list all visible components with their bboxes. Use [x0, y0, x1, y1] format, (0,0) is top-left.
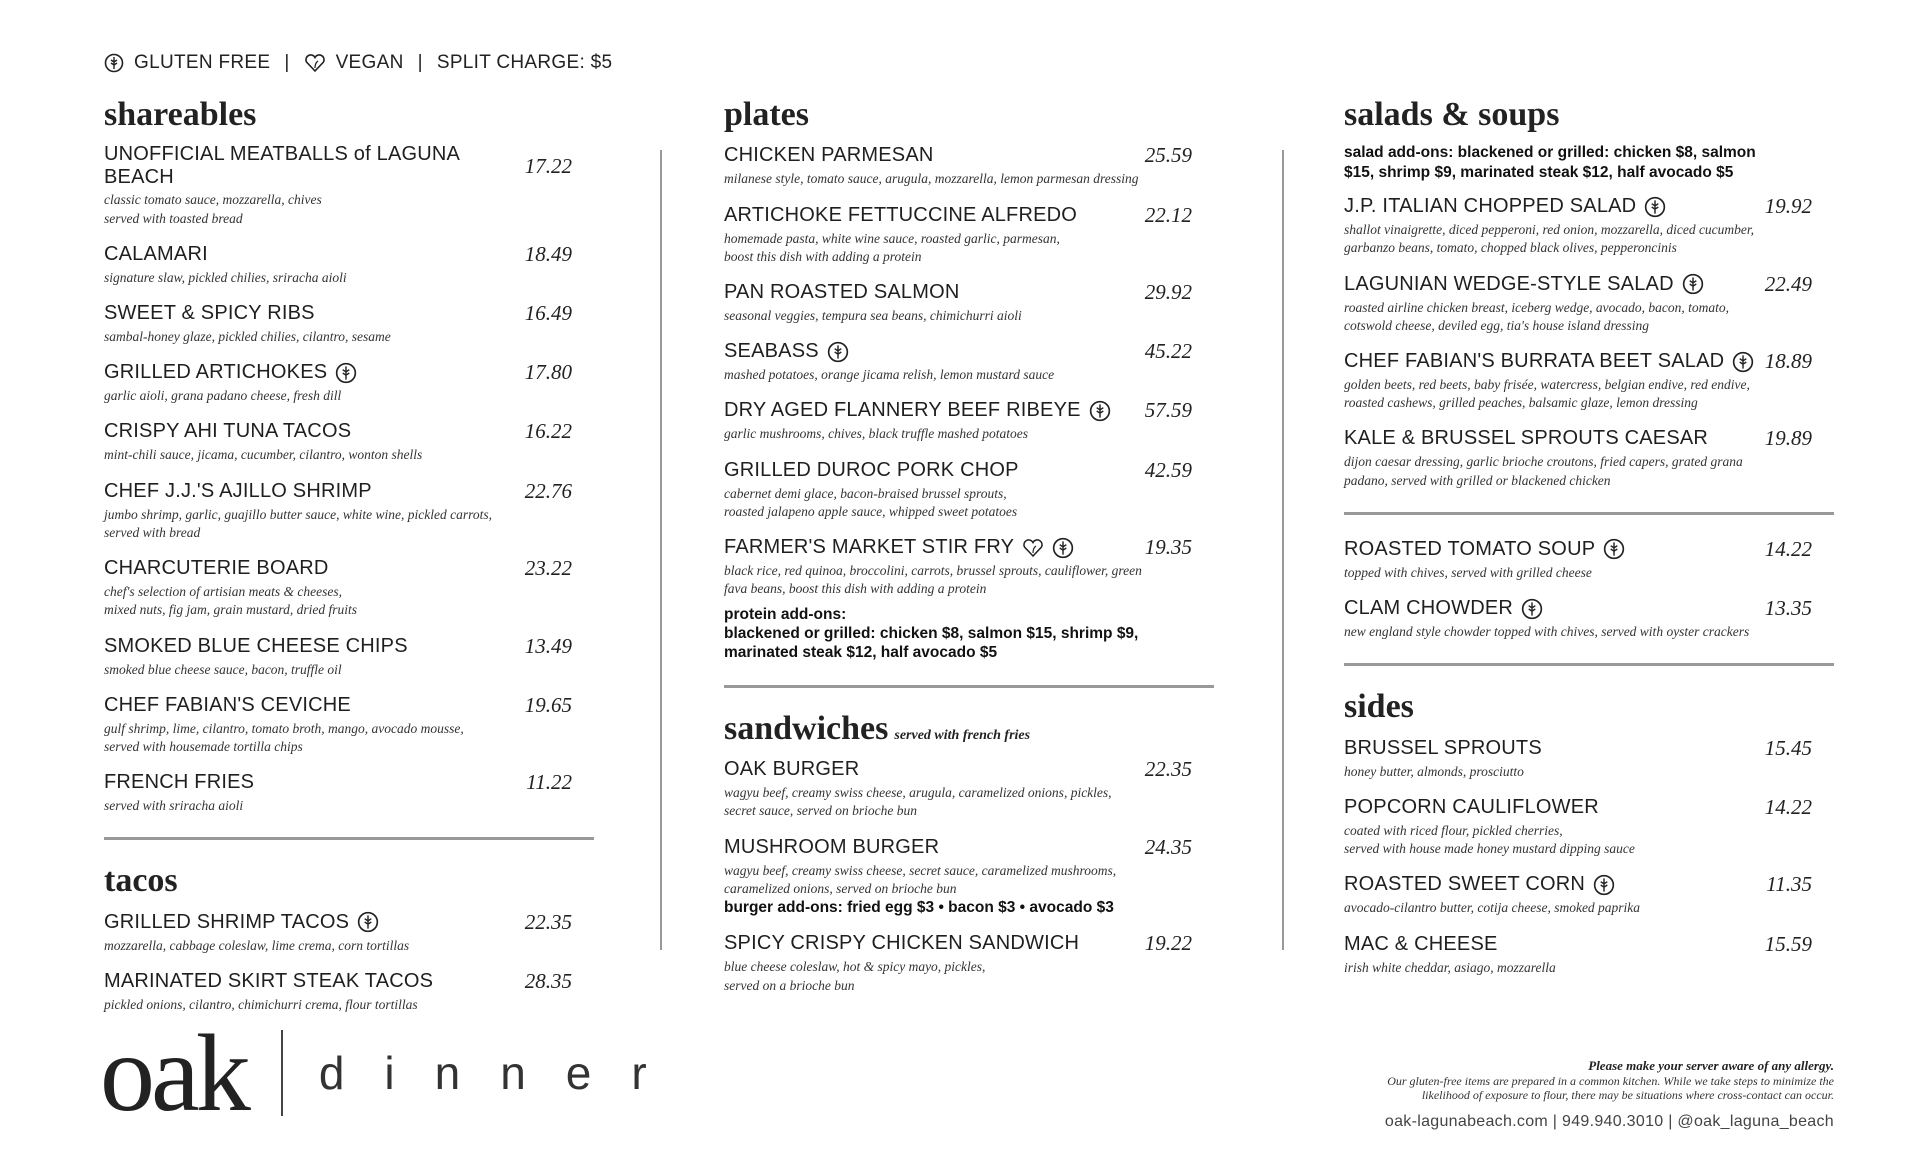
menu-item-name [104, 771, 254, 794]
section-divider [1344, 512, 1834, 515]
menu-item-price: 15.45 [1764, 735, 1812, 760]
menu-item-row [1344, 872, 1812, 897]
menu-item-price: 16.49 [524, 301, 572, 326]
gluten-free-icon [104, 53, 124, 73]
menu-item-price: 19.65 [524, 692, 572, 717]
section-title-shareables: shareables [104, 96, 257, 133]
menu-item-name [724, 459, 1019, 482]
sandwiches-subnote: served with french fries [894, 727, 1031, 743]
menu-item [724, 398, 1214, 443]
menu-item-price: 18.49 [524, 241, 572, 266]
protein-addons-text: blackened or grilled: chicken $8, salmon $15, shrimp $9, marinated steak $12, half avocado $5 [724, 624, 1139, 662]
gluten-free-icon [1603, 538, 1625, 560]
menu-item-description: mozzarella, cabbage coleslaw, lime crema, corn tortillas [104, 937, 410, 953]
gluten-free-icon [827, 341, 849, 363]
menu-item-name-text: OAK BURGER [724, 758, 860, 781]
gluten-free-label: GLUTEN FREE [134, 52, 271, 73]
menu-item-name [104, 694, 351, 717]
menu-item-name-text: CRISPY AHI TUNA TACOS [104, 420, 352, 443]
logo-oak: oak [100, 1012, 247, 1134]
menu-item [1344, 596, 1834, 641]
menu-item-name [724, 536, 1074, 559]
menu-item-description: pickled onions, cilantro, chimichurri crema, flour tortillas [104, 997, 418, 1013]
menu-item-name [104, 635, 408, 658]
menu-item-price: 14.22 [1764, 794, 1812, 819]
gluten-free-icon [357, 911, 379, 933]
menu-item [104, 419, 594, 464]
menu-item-description: gulf shrimp, lime, cilantro, tomato broth, mango, avocado mousse, served with housemade tortilla chips [104, 720, 464, 755]
menu-item-name-text: ARTICHOKE FETTUCCINE ALFREDO [724, 203, 1078, 226]
menu-item-name-text: UNOFFICIAL MEATBALLS of LAGUNA BEACH [104, 143, 459, 189]
menu-item [104, 242, 594, 287]
menu-item-name-text: MAC & CHEESE [1344, 932, 1498, 955]
menu-item-name-text: CHICKEN PARMESAN [724, 144, 934, 167]
menu-item-description: seasonal veggies, tempura sea beans, chimichurri aioli [724, 308, 1022, 324]
menu-item-description: coated with riced flour, pickled cherries, served with house made honey mustard dipping sauce [1344, 822, 1635, 857]
menu-item-description: milanese style, tomato sauce, arugula, mozzarella, lemon parmesan dressing [724, 171, 1139, 187]
column-middle [724, 96, 1214, 1009]
menu-item-row [104, 242, 572, 267]
menu-item [724, 203, 1214, 266]
menu-item-description: smoked blue cheese sauce, bacon, truffle oil [104, 661, 342, 677]
menu-item-price: 42.59 [1144, 457, 1192, 482]
plates-list [724, 143, 1214, 598]
menu-item-price: 13.49 [524, 633, 572, 658]
gluten-free-icon [335, 362, 357, 384]
menu-item-name [724, 340, 849, 363]
menu-item-name [1344, 737, 1542, 760]
menu-item-name [724, 204, 1077, 227]
menu-item-row [104, 634, 572, 659]
allergy-body: Our gluten-free items are prepared in a common kitchen. While we take steps to minimize the likelihood of exposure to flour, there may be situations where cross-contact can occur. [1387, 1074, 1834, 1103]
menu-item-row [1344, 349, 1812, 374]
menu-item-description: wagyu beef, creamy swiss cheese, secret sauce, caramelized mushrooms, caramelized onions, served on brioche bun [724, 862, 1117, 896]
menu-item-description: homemade pasta, white wine sauce, roasted garlic, parmesan, boost this dish with adding a protein [724, 230, 1060, 264]
menu-item [724, 835, 1214, 898]
menu-item-row [724, 398, 1192, 423]
menu-item-name [724, 144, 934, 167]
menu-item [104, 770, 594, 815]
menu-item [104, 301, 594, 346]
menu-item-name [1344, 597, 1543, 620]
menu-item-price: 57.59 [1144, 398, 1192, 423]
salad-addons: salad add-ons: blackened or grilled: chicken $8, salmon $15, shrimp $9, marinated steak $12, half avocado $5 [1344, 144, 1756, 181]
menu-item-price: 25.59 [1144, 143, 1192, 168]
menu-item-row [724, 143, 1192, 168]
menu-item-price: 19.92 [1764, 194, 1812, 219]
menu-item-name-text: FARMER'S MARKET STIR FRY [724, 536, 1015, 559]
menu-item-row [104, 556, 572, 581]
protein-addons-title: protein add-ons: [724, 605, 847, 623]
column-right [1344, 96, 1834, 991]
menu-item-description: garlic mushrooms, chives, black truffle mashed potatoes [724, 426, 1028, 442]
menu-item-price: 22.12 [1144, 202, 1192, 227]
menu-item [104, 360, 594, 405]
menu-item-name [724, 399, 1111, 422]
menu-item-name [104, 970, 433, 993]
section-divider [1344, 663, 1834, 666]
legend-separator: | [417, 52, 423, 73]
menu-item-price: 24.35 [1144, 834, 1192, 859]
menu-item [1344, 872, 1834, 917]
menu-item-row [104, 969, 572, 994]
menu-item [1344, 795, 1834, 858]
allergy-title: Please make your server aware of any allergy. [1588, 1058, 1834, 1073]
menu-item [1344, 194, 1834, 257]
menu-item [724, 757, 1214, 820]
menu-item-name-text: LAGUNIAN WEDGE-STYLE SALAD [1344, 272, 1674, 295]
menu-item-description: black rice, red quinoa, broccolini, carrots, brussel sprouts, cauliflower, green fava beans, boost this dish with adding a protein [724, 563, 1142, 597]
section-title-tacos: tacos [104, 862, 178, 900]
menu-item-description: wagyu beef, creamy swiss cheese, arugula, caramelized onions, pickles, secret sauce, served on brioche bun [724, 785, 1112, 819]
menu-item-row [1344, 537, 1812, 562]
menu-item-name-text: ROASTED SWEET CORN [1344, 873, 1586, 896]
menu-item [104, 969, 594, 1014]
menu-item-description: sambal-honey glaze, pickled chilies, cilantro, sesame [104, 329, 391, 345]
menu-item-row [1344, 596, 1812, 621]
menu-item-description: served with sriracha aioli [104, 798, 244, 814]
menu-item-name-text: SEABASS [724, 340, 819, 363]
menu-item [1344, 736, 1834, 781]
menu-item-row [1344, 736, 1812, 761]
menu-item-name [724, 758, 859, 781]
menu-item [104, 556, 594, 619]
menu-item-name-text: DRY AGED FLANNERY BEEF RIBEYE [724, 399, 1081, 422]
gluten-free-icon [1593, 874, 1615, 896]
menu-item-row [724, 458, 1192, 483]
menu-item-row [104, 419, 572, 444]
menu-item-name-text: CHEF FABIAN'S BURRATA BEET SALAD [1344, 350, 1725, 373]
section-title-salads: salads & soups [1344, 96, 1560, 133]
menu-item-row [104, 693, 572, 718]
menu-item [104, 910, 594, 955]
burger-addons: burger add-ons: fried egg $3 • bacon $3 • avocado $3 [724, 898, 1114, 916]
restaurant-logo [100, 1012, 687, 1134]
menu-item-price: 22.76 [524, 478, 572, 503]
menu-item [1344, 426, 1834, 489]
menu-item-price: 22.35 [1144, 757, 1192, 782]
menu-item-name [104, 480, 372, 503]
column-divider [660, 150, 662, 950]
menu-item-name [1344, 873, 1615, 896]
menu-item-description: signature slaw, pickled chilies, sriracha aioli [104, 269, 347, 285]
menu-item-row [1344, 272, 1812, 297]
menu-item [1344, 537, 1834, 582]
menu-item-name [1344, 273, 1704, 296]
menu-item-description: avocado-cilantro butter, cotija cheese, smoked paprika [1344, 900, 1641, 916]
footer [1274, 1058, 1834, 1131]
menu-item-price: 29.92 [1144, 280, 1192, 305]
menu-item-row [104, 479, 572, 504]
menu-item-description: mashed potatoes, orange jicama relish, lemon mustard sauce [724, 367, 1055, 383]
menu-item [724, 458, 1214, 521]
menu-item-name [1344, 427, 1708, 450]
menu-item-name-text: GRILLED SHRIMP TACOS [104, 910, 350, 933]
menu-item-name [104, 243, 208, 266]
menu-item [724, 280, 1214, 325]
column-divider [1282, 150, 1284, 950]
menu-item-row [1344, 932, 1812, 957]
menu-item-price: 14.22 [1764, 536, 1812, 561]
menu-item-price: 22.35 [524, 909, 572, 934]
menu-item-description: new england style chowder topped with chives, served with oyster crackers [1344, 624, 1750, 640]
menu-item-name-text: GRILLED ARTICHOKES [104, 361, 328, 384]
menu-item-row [1344, 795, 1812, 820]
gluten-free-icon [1732, 351, 1754, 373]
menu-item-price: 19.35 [1144, 535, 1192, 560]
menu-item-name-text: KALE & BRUSSEL SPROUTS CAESAR [1344, 427, 1709, 450]
sandwiches-title: sandwiches [724, 709, 889, 747]
logo-dinner: dinner [318, 1047, 687, 1099]
menu-item-description: dijon caesar dressing, garlic brioche croutons, fried capers, grated grana padano, served with grilled or blackened chicken [1344, 454, 1743, 488]
section-title-sandwiches [724, 710, 1214, 747]
section-title-plates: plates [724, 96, 809, 133]
menu-item-row [104, 301, 572, 326]
menu-item-row [1344, 194, 1812, 219]
section-title-sides: sides [1344, 688, 1414, 726]
menu-item-row [724, 339, 1192, 364]
menu-item-name [104, 143, 525, 189]
menu-item-price: 19.89 [1764, 426, 1812, 451]
logo-bar [281, 1030, 283, 1116]
dietary-legend [104, 52, 612, 74]
menu-item-name [724, 836, 939, 859]
menu-item-name-text: MARINATED SKIRT STEAK TACOS [104, 970, 434, 993]
menu-item-row [104, 910, 572, 935]
menu-item [724, 339, 1214, 384]
menu-item-name [1344, 350, 1754, 373]
menu-item-row [724, 931, 1192, 956]
menu-item-name [724, 281, 960, 304]
menu-item-name-text: SWEET & SPICY RIBS [104, 302, 315, 325]
gluten-free-icon [1644, 196, 1666, 218]
split-charge-label: SPLIT CHARGE: $5 [436, 52, 613, 73]
menu-item [104, 143, 594, 227]
menu-item-name-text: PAN ROASTED SALMON [724, 281, 960, 304]
menu-item-row [104, 360, 572, 385]
menu-item-description: jumbo shrimp, garlic, guajillo butter sauce, white wine, pickled carrots, served with bread [104, 506, 492, 540]
menu-item-name-text: J.P. ITALIAN CHOPPED SALAD [1344, 195, 1637, 218]
column-left [104, 96, 594, 1028]
tacos-list [104, 910, 594, 1014]
menu-item-name [104, 911, 379, 934]
menu-item-price: 16.22 [524, 419, 572, 444]
menu-item-description: chef's selection of artisian meats & cheeses, mixed nuts, fig jam, grain mustard, dried fruits [104, 584, 358, 618]
gluten-free-icon [1682, 273, 1704, 295]
menu-item-description: irish white cheddar, asiago, mozzarella [1344, 959, 1556, 975]
menu-item-name-text: SMOKED BLUE CHEESE CHIPS [104, 634, 408, 657]
section-divider [724, 685, 1214, 688]
sandwiches-list-2 [724, 931, 1214, 994]
menu-item [724, 143, 1214, 188]
vegan-heart-icon [304, 53, 326, 73]
menu-item-row [724, 280, 1192, 305]
menu-item [1344, 349, 1834, 412]
menu-item-price: 17.22 [524, 153, 572, 178]
menu-item-name-text: CHEF J.J.'S AJILLO SHRIMP [104, 479, 372, 502]
salads-list [1344, 194, 1834, 490]
menu-item-description: cabernet demi glace, bacon-braised brussel sprouts, roasted jalapeno apple sauce, whipped sweet potatoes [724, 485, 1018, 519]
menu-item-name [104, 420, 351, 443]
menu-item-name [1344, 933, 1498, 956]
menu-item-name-text: ROASTED TOMATO SOUP [1344, 537, 1596, 560]
menu-item-price: 13.35 [1764, 596, 1812, 621]
menu-item-name [1344, 538, 1625, 561]
menu-item-price: 28.35 [524, 969, 572, 994]
menu-item-price: 11.22 [526, 770, 572, 795]
menu-item-name [1344, 195, 1666, 218]
menu-item [724, 535, 1214, 598]
menu-item-row [104, 143, 572, 189]
menu-item-name [104, 557, 329, 580]
menu-item [724, 931, 1214, 994]
menu-item-row [724, 535, 1192, 560]
menu-item [1344, 932, 1834, 977]
menu-item-description: shallot vinaigrette, diced pepperoni, red onion, mozzarella, diced cucumber, garbanzo beans, tomato, chopped black olives, pepperoncinis [1344, 222, 1755, 256]
gluten-free-icon [1521, 598, 1543, 620]
gluten-free-icon [1052, 537, 1074, 559]
menu-item-name-text: MUSHROOM BURGER [724, 835, 940, 858]
menu-item-name-text: SPICY CRISPY CHICKEN SANDWICH [724, 932, 1080, 955]
menu-item-name-text: BRUSSEL SPROUTS [1344, 736, 1542, 759]
menu-item-price: 17.80 [524, 360, 572, 385]
vegan-label: VEGAN [335, 52, 404, 73]
menu-item-row [724, 203, 1192, 228]
menu-item-price: 15.59 [1764, 931, 1812, 956]
menu-item [104, 634, 594, 679]
menu-item-row [104, 770, 572, 795]
menu-item-name-text: CHEF FABIAN'S CEVICHE [104, 693, 351, 716]
menu-item-price: 45.22 [1144, 339, 1192, 364]
menu-item-name [104, 361, 357, 384]
gluten-free-icon [1089, 400, 1111, 422]
menu-item-description: blue cheese coleslaw, hot & spicy mayo, pickles, served on a brioche bun [724, 959, 986, 993]
menu-item-name-text: CHARCUTERIE BOARD [104, 557, 329, 580]
vegan-heart-icon [1022, 538, 1044, 558]
menu-item-name-text: POPCORN CAULIFLOWER [1344, 795, 1599, 818]
sides-list [1344, 736, 1834, 977]
menu-item-name [724, 932, 1079, 955]
menu-item [104, 479, 594, 542]
menu-item-name-text: FRENCH FRIES [104, 771, 255, 794]
legend-separator: | [284, 52, 290, 73]
menu-item-price: 22.49 [1764, 271, 1812, 296]
menu-item-row [724, 757, 1192, 782]
menu-item-description: golden beets, red beets, baby frisée, watercress, belgian endive, red endive, roasted cashews, grilled peaches, balsamic glaze, lemon dressing [1344, 377, 1750, 411]
menu-item-name [1344, 796, 1599, 819]
sandwiches-list [724, 757, 1214, 898]
menu-item-row [724, 835, 1192, 860]
contact-info[interactable]: oak-lagunabeach.com | 949.940.3010 | @oak_laguna_beach [1384, 1112, 1834, 1130]
section-divider [104, 837, 594, 840]
menu-item [1344, 272, 1834, 335]
menu-item-price: 18.89 [1764, 349, 1812, 374]
menu-item-description: topped with chives, served with grilled cheese [1344, 564, 1592, 580]
menu-item-description: mint-chili sauce, jicama, cucumber, cilantro, wonton shells [104, 447, 423, 463]
menu-item-row [1344, 426, 1812, 451]
menu-item-description: garlic aioli, grana padano cheese, fresh dill [104, 388, 342, 404]
menu-item-description: honey butter, almonds, prosciutto [1344, 763, 1524, 779]
menu-item [104, 693, 594, 756]
shareables-list [104, 143, 594, 815]
menu-item-price: 23.22 [524, 556, 572, 581]
menu-item-name-text: CLAM CHOWDER [1344, 597, 1514, 620]
menu-item-price: 11.35 [1766, 872, 1812, 897]
soups-list [1344, 537, 1834, 641]
menu-item-description: classic tomato sauce, mozzarella, chives served with toasted bread [104, 192, 322, 226]
menu-item-name-text: GRILLED DUROC PORK CHOP [724, 458, 1019, 481]
menu-item-name-text: CALAMARI [104, 242, 208, 265]
menu-item-name [104, 302, 315, 325]
menu-item-price: 19.22 [1144, 931, 1192, 956]
menu-item-description: roasted airline chicken breast, iceberg wedge, avocado, bacon, tomato, cotswold cheese, deviled egg, tia's house island dressing [1344, 299, 1730, 333]
